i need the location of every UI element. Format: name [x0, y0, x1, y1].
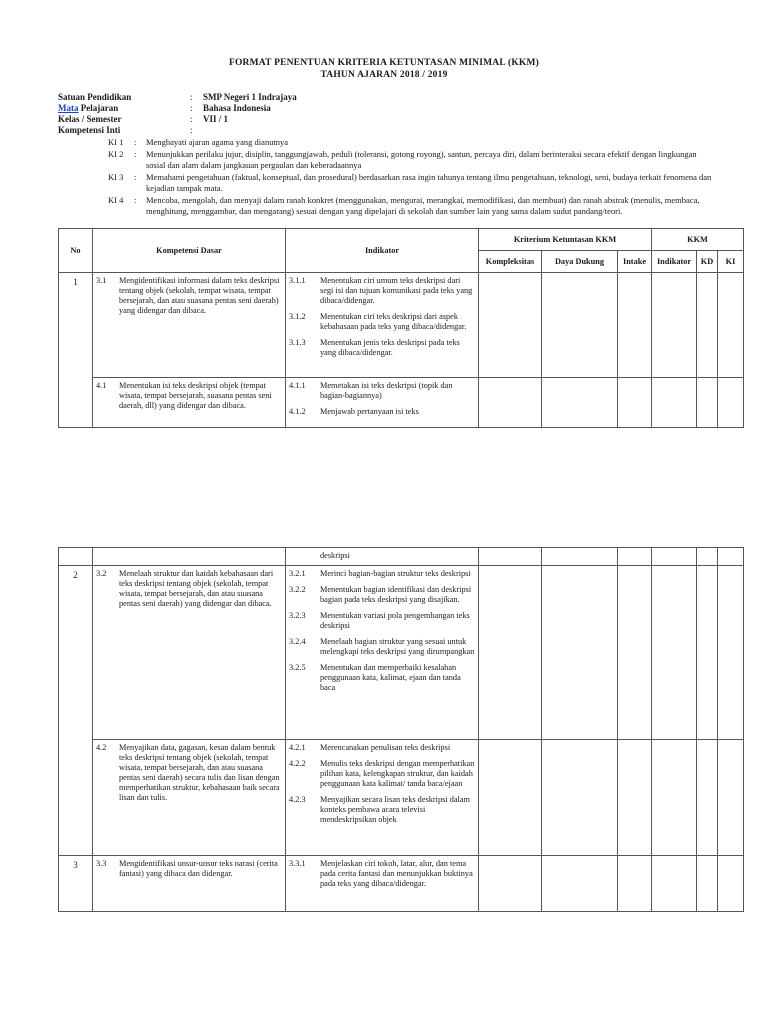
satuan-value: SMP Negeri 1 Indrajaya: [203, 92, 297, 102]
kd-code: 4.2: [96, 743, 107, 752]
header-daya-dukung: Daya Dukung: [542, 251, 618, 273]
empty-cell: [479, 378, 542, 428]
kkm-table-part1: [58, 228, 744, 428]
indikator-item: [286, 276, 478, 306]
empty-cell: [652, 548, 697, 566]
indikator-code: 3.1.1: [289, 276, 306, 285]
colon: :: [134, 149, 137, 159]
indikator-cell: [286, 273, 479, 378]
empty-cell: [479, 566, 542, 740]
empty-cell: [542, 740, 618, 856]
empty-cell: [479, 740, 542, 856]
kkm-table-part2: [58, 547, 744, 912]
empty-cell: [59, 548, 93, 566]
empty-cell: [718, 548, 744, 566]
ki-code: KI 2: [108, 149, 124, 159]
indikator-item: [286, 312, 478, 332]
mata-label-rest: Pelajaran: [78, 103, 119, 113]
indikator-text: Menulis teks deskripsi dengan memperhatikan pilihan kata, kelengkapan struktur, dan kaidah penggunaan kata kalimat/ tanda baca/ejaan: [320, 759, 475, 788]
indikator-item: [286, 759, 478, 789]
indikator-text: deskripsi: [320, 551, 350, 560]
kd-cell: [93, 378, 286, 428]
empty-cell: [479, 856, 542, 912]
kelas-value: VII / 1: [203, 114, 229, 124]
kd-code: 3.2: [96, 569, 107, 578]
empty-cell: [697, 548, 718, 566]
indikator-cell: [286, 856, 479, 912]
colon: :: [190, 114, 193, 124]
indikator-item: [286, 611, 478, 631]
indikator-code: 3.2.2: [289, 585, 306, 594]
indikator-code: 4.2.1: [289, 743, 306, 752]
indikator-code: 4.2.3: [289, 795, 306, 804]
indikator-text: Menyajikan secara lisan teks deskripsi dalam konteks pembawa acara televisi mendeskripsikan objek: [320, 795, 470, 824]
document-subtitle: TAHUN AJARAN 2018 / 2019: [320, 70, 448, 80]
indikator-item: [286, 569, 478, 579]
empty-cell: [542, 856, 618, 912]
ki-text: Memahami pengetahuan (faktual, konseptual, dan prosedural) berdasarkan rasa ingin tahunya tentang ilmu pengetahuan, teknologi, seni, budaya terkait fenomena dan kejadian tampak mata.: [146, 172, 712, 193]
ki-code: KI 1: [108, 137, 124, 147]
indikator-text: Menjawab pertanyaan isi teks: [320, 407, 419, 416]
indikator-code: 3.1.3: [289, 338, 306, 347]
indikator-item: [286, 381, 478, 401]
indikator-code: 3.2.1: [289, 569, 306, 578]
empty-cell: [652, 378, 697, 428]
empty-cell: [697, 740, 718, 856]
empty-cell: [697, 378, 718, 428]
header-kompetensi-dasar: Kompetensi Dasar: [93, 229, 286, 273]
mata-value: Bahasa Indonesia: [203, 103, 271, 113]
indikator-text: Memetakan isi teks deskripsi (topik dan bagian-bagiannya): [320, 381, 453, 400]
empty-cell: [718, 856, 744, 912]
indikator-item: [286, 637, 478, 657]
kd-code: 4.1: [96, 381, 107, 390]
indikator-text: Menjelaskan ciri tokoh, latar, alur, dan tema pada cerita fantasi dan menunjukkan buktinya pada teks yang dibaca/didengar.: [320, 859, 473, 888]
indikator-code: 3.1.2: [289, 312, 306, 321]
empty-cell: [618, 856, 652, 912]
empty-cell: [542, 273, 618, 378]
empty-cell: [718, 378, 744, 428]
mata-link[interactable]: Mata: [58, 103, 79, 113]
ki-text: Menghayati ajaran agama yang dianutnya: [146, 137, 289, 147]
empty-cell: [718, 740, 744, 856]
empty-cell: [652, 566, 697, 740]
ki-text: Menunjukkan perilaku jujur, disiplin, tanggungjawab, peduli (toleransi, gotong royong), santun, percaya diri, dalam berinteraksi secara efektif dengan lingkungan sosial dan alam dalam jangkauan pergaulan dan keberadaannya: [146, 149, 697, 170]
empty-cell: [718, 273, 744, 378]
indikator-item: [286, 585, 478, 605]
empty-cell: [93, 548, 286, 566]
indikator-item: [286, 338, 478, 358]
header-kriterium: Kriterium Ketuntasan KKM: [479, 229, 652, 251]
indikator-code: 4.1.2: [289, 407, 306, 416]
kd-cell: [93, 856, 286, 912]
indikator-text: Menentukan dan memperbaiki kesalahan penggunaan kata, kalimat, ejaan dan tanda baca: [320, 663, 461, 692]
kd-code: 3.1: [96, 276, 107, 285]
ki-code: KI 4: [108, 195, 124, 205]
empty-cell: [618, 566, 652, 740]
indikator-cell: [286, 566, 479, 740]
indikator-code: 3.2.3: [289, 611, 306, 620]
colon: :: [134, 172, 137, 182]
header-kkm-ki: KI: [718, 251, 744, 273]
kd-text: Menentukan isi teks deskripsi objek (tempat wisata, tempat bersejarah, suasana pentas seni daerah, dll) yang didengar dan dibaca.: [119, 381, 272, 410]
header-no: No: [59, 229, 93, 273]
row-number: 2: [59, 566, 93, 856]
indikator-item: [286, 663, 478, 693]
kd-text: Mengidentifikasi informasi dalam teks deskripsi tentang objek (sekolah, tempat wisata, tempat bersejarah, dan atau suasana pentas seni daerah) yang didengar dan dibaca.: [119, 276, 280, 315]
ki-text: Mencoba, mengolah, dan menyaji dalam ranah konkret (menggunakan, mengurai, merangkai, memodifikasi, dan membuat) dan ranah abstrak (menulis, membaca, menghitung, menggambar, dan mengarang) sesuai dengan yang dipelajari di sekolah dan sumber lain yang sama dalam sudut pandang/teori.: [146, 195, 700, 216]
kd-text: Menyajikan data, gagasan, kesan dalam bentuk teks deskripsi tentang objek (sekolah, tempat wisata, tempat bersejarah, dan atau suasana pentas seni daerah) secara tulis dan lisan dengan memperhatikan struktur, kebahasaan baik secara lisan dan tulis.: [119, 743, 280, 802]
empty-cell: [718, 566, 744, 740]
row-number: 3: [59, 856, 93, 912]
colon: :: [190, 125, 193, 135]
ki-code: KI 3: [108, 172, 124, 182]
kd-code: 3.3: [96, 859, 107, 868]
indikator-code: 3.3.1: [289, 859, 306, 868]
indikator-cell: [286, 378, 479, 428]
ki-label: Kompetensi Inti: [58, 125, 121, 135]
empty-cell: [542, 566, 618, 740]
empty-cell: [697, 273, 718, 378]
empty-cell: [652, 273, 697, 378]
indikator-code: 4.2.2: [289, 759, 306, 768]
empty-cell: [542, 548, 618, 566]
header-kkm-kd: KD: [697, 251, 718, 273]
indikator-text: Menentukan ciri umum teks deskripsi dari segi isi dan tujuan komunikasi pada teks yang dibaca/didengar.: [320, 276, 473, 305]
empty-cell: [479, 548, 542, 566]
colon: :: [190, 92, 193, 102]
empty-cell: [697, 856, 718, 912]
document-title: FORMAT PENENTUAN KRITERIA KETUNTASAN MINIMAL (KKM): [228, 58, 540, 68]
indikator-text: Menelaah bagian struktur yang sesuai untuk melengkapi teks deskripsi yang dirumpangkan: [320, 637, 475, 656]
indikator-text: Menentukan jenis teks deskripsi pada teks yang dibaca/didengar.: [320, 338, 460, 357]
table-row: [59, 740, 744, 856]
header-kkm-indikator: Indikator: [652, 251, 697, 273]
empty-cell: [479, 273, 542, 378]
indikator-text: Merencanakan penulisan teks deskripsi: [320, 743, 451, 752]
indikator-item: [286, 407, 478, 417]
table-row: [59, 378, 744, 428]
table-row: [59, 856, 744, 912]
indikator-item: [286, 859, 478, 889]
kd-cell: [93, 273, 286, 378]
kd-text: Menelaah struktur dan kaidah kebahasaan dari teks deskripsi tentang objek (sekolah, tempat wisata, tempat bersejarah, dan atau suasana pentas seni daerah) yang didengar dan dibaca.: [119, 569, 274, 608]
empty-cell: [652, 740, 697, 856]
colon: :: [134, 195, 137, 205]
table-row: [59, 273, 744, 378]
header-kkm: KKM: [652, 229, 744, 251]
indikator-code: 3.2.4: [289, 637, 306, 646]
satuan-label: Satuan Pendidikan: [58, 92, 132, 102]
indikator-text: Menentukan variasi pola pengembangan teks deskripsi: [320, 611, 470, 630]
kd-cell: [93, 566, 286, 740]
header-kompleksitas: Kompleksitas: [479, 251, 542, 273]
empty-cell: [618, 740, 652, 856]
header-indikator: Indikator: [286, 229, 479, 273]
kelas-label: Kelas / Semester: [58, 114, 122, 124]
indikator-text: Menentukan ciri teks deskripsi dari aspek kebahasaan pada teks yang dibaca/didengar.: [320, 312, 467, 331]
kd-text: Mengidentifikasi unsur-unsur teks narasi (cerita fantasi) yang dibaca dan didengar.: [119, 859, 278, 878]
empty-cell: [542, 378, 618, 428]
indikator-code: 3.2.5: [289, 663, 306, 672]
indikator-item: [286, 795, 478, 825]
kd-cell: [93, 740, 286, 856]
colon: :: [190, 103, 193, 113]
empty-cell: [618, 548, 652, 566]
row-number: 1: [59, 273, 93, 428]
indikator-text: Menentukan bagian identifikasi dan deskripsi bagian pada teks deskripsi yang disajikan.: [320, 585, 472, 604]
empty-cell: [697, 566, 718, 740]
table-row: [59, 548, 744, 566]
indikator-code: 4.1.1: [289, 381, 306, 390]
colon: :: [134, 137, 137, 147]
empty-cell: [652, 856, 697, 912]
empty-cell: [618, 378, 652, 428]
indikator-item: [286, 743, 478, 753]
indikator-cell: [286, 740, 479, 856]
table-row: [59, 566, 744, 740]
indikator-continuation: [286, 548, 479, 566]
indikator-text: Merinci bagian-bagian struktur teks deskripsi: [320, 569, 471, 578]
empty-cell: [618, 273, 652, 378]
header-intake: Intake: [618, 251, 652, 273]
